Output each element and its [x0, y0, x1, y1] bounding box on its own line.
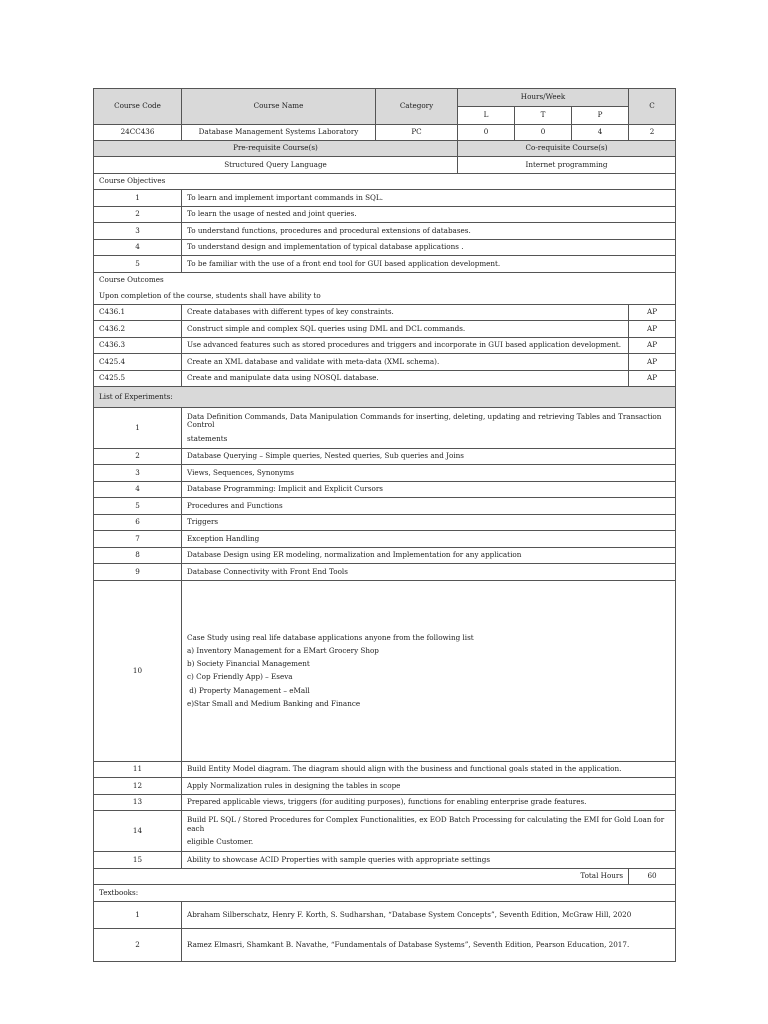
objective-text: To be familiar with the use of a front end tool for GUI based application development. [182, 256, 676, 273]
outcomes-intro: Upon completion of the course, students shall have ability to [94, 288, 676, 304]
outcome-text: Create and manipulate data using NOSQL database. [182, 370, 629, 387]
experiment-number: 10 [94, 580, 182, 761]
objective-number: 3 [94, 223, 182, 240]
outcomes-intro-row [94, 288, 676, 304]
textbook-text: Abraham Silberschatz, Henry F. Korth, S. Sudharshan, “Database System Concepts”, Seventh Edition, McGraw Hill, 2020 [182, 901, 676, 928]
outcome-text: Construct simple and complex SQL queries using DML and DCL commands. [182, 321, 629, 338]
experiment-number: 15 [94, 852, 182, 869]
experiment-row [94, 448, 676, 465]
experiment-text: Procedures and Functions [182, 498, 676, 515]
experiment-row [94, 514, 676, 531]
co-requisite-label: Co-requisite Course(s) [458, 141, 676, 157]
objective-number: 5 [94, 256, 182, 273]
experiment-text-line: eligible Customer. [187, 836, 254, 846]
experiment-number: 5 [94, 498, 182, 515]
experiment-text-line: Build PL SQL / Stored Procedures for Complex Functionalities, ex EOD Batch Processing for calculating the EMI for Gold Loan for each [187, 815, 665, 833]
experiment-text: Database Connectivity with Front End Tools [182, 564, 676, 581]
outcomes-title-row [94, 272, 676, 288]
experiment-text: Apply Normalization rules in designing the tables in scope [182, 778, 676, 795]
p-header: P [572, 107, 629, 125]
case-study-line: e)Star Small and Medium Banking and Finance [187, 698, 361, 708]
objective-row [94, 256, 676, 273]
experiment-case-study [182, 580, 676, 761]
co-requisite-value: Internet programming [458, 157, 676, 174]
course-c: 2 [629, 125, 676, 141]
experiment-number: 13 [94, 794, 182, 811]
experiment-text: Build Entity Model diagram. The diagram should align with the business and functional goals stated in the application. [182, 761, 676, 778]
textbook-text: Ramez Elmasri, Shamkant B. Navathe, “Fundamentals of Database Systems”, Seventh Edition, Pearson Education, 2017. [182, 928, 676, 961]
experiment-text: Database Querying – Simple queries, Nested queries, Sub queries and Joins [182, 448, 676, 465]
experiment-row [94, 778, 676, 795]
experiment-row [94, 498, 676, 515]
objective-text: To learn and implement important commands in SQL. [182, 190, 676, 207]
course-name: Database Management Systems Laboratory [182, 125, 376, 141]
case-study-line: c) Cop Friendly App) – Eseva [187, 672, 293, 682]
experiment-text [182, 408, 676, 449]
objective-number: 2 [94, 206, 182, 223]
outcome-level: AP [629, 304, 676, 321]
course-code: 24CC436 [94, 125, 182, 141]
outcome-text: Create an XML database and validate with meta-data (XML schema). [182, 354, 629, 371]
case-study-line: b) Society Financial Management [187, 659, 310, 669]
pre-requisite-label: Pre-requisite Course(s) [94, 141, 458, 157]
total-hours-row [94, 868, 676, 885]
experiment-text: Triggers [182, 514, 676, 531]
objective-text: To learn the usage of nested and joint queries. [182, 206, 676, 223]
outcome-level: AP [629, 321, 676, 338]
experiment-text: Ability to showcase ACID Properties with sample queries with appropriate settings [182, 852, 676, 869]
t-header: T [515, 107, 572, 125]
outcome-row [94, 354, 676, 371]
experiment-text: Database Design using ER modeling, normalization and Implementation for any application [182, 547, 676, 564]
course-l: 0 [458, 125, 515, 141]
experiment-number: 6 [94, 514, 182, 531]
outcome-row [94, 337, 676, 354]
experiment-row [94, 852, 676, 869]
outcome-code: C436.3 [94, 337, 182, 354]
course-p: 4 [572, 125, 629, 141]
course-t: 0 [515, 125, 572, 141]
course-name-header: Course Name [182, 89, 376, 125]
syllabus-table [93, 88, 676, 962]
total-hours-value: 60 [629, 868, 676, 885]
hours-week-header: Hours/Week [458, 89, 629, 107]
experiment-text-line: statements [187, 433, 228, 443]
requisite-label-row [94, 141, 676, 157]
outcome-row [94, 370, 676, 387]
case-study-line: Case Study using real life database applications anyone from the following list [187, 632, 474, 642]
experiment-row [94, 465, 676, 482]
experiment-number: 2 [94, 448, 182, 465]
experiment-row [94, 547, 676, 564]
outcome-row [94, 321, 676, 338]
credit-header: C [629, 89, 676, 125]
objective-number: 4 [94, 239, 182, 256]
case-study-line: d) Property Management – eMall [187, 685, 310, 695]
outcomes-title: Course Outcomes [94, 272, 676, 288]
experiment-row [94, 794, 676, 811]
course-code-header: Course Code [94, 89, 182, 125]
experiment-row [94, 531, 676, 548]
textbook-number: 2 [94, 928, 182, 961]
experiment-text: Views, Sequences, Synonyms [182, 465, 676, 482]
pre-requisite-value: Structured Query Language [94, 157, 458, 174]
outcome-code: C436.2 [94, 321, 182, 338]
outcome-code: C436.1 [94, 304, 182, 321]
experiment-row [94, 481, 676, 498]
experiment-number: 14 [94, 811, 182, 852]
objective-text: To understand design and implementation of typical database applications . [182, 239, 676, 256]
experiment-text-line: Data Definition Commands, Data Manipulation Commands for inserting, deleting, updating and retrieving Tables and Transaction Control [187, 412, 662, 430]
experiments-title-row [94, 387, 676, 408]
experiments-title: List of Experiments: [94, 387, 676, 408]
textbooks-title: Textbooks: [94, 885, 676, 902]
experiment-number: 11 [94, 761, 182, 778]
experiment-number: 12 [94, 778, 182, 795]
experiment-row [94, 580, 676, 761]
experiment-row [94, 761, 676, 778]
case-study-line: a) Inventory Management for a EMart Grocery Shop [187, 645, 379, 655]
objective-number: 1 [94, 190, 182, 207]
objective-text: To understand functions, procedures and procedural extensions of databases. [182, 223, 676, 240]
experiment-text: Prepared applicable views, triggers (for auditing purposes), functions for enabling enterprise grade features. [182, 794, 676, 811]
outcome-text: Create databases with different types of key constraints. [182, 304, 629, 321]
experiment-text: Exception Handling [182, 531, 676, 548]
objective-row [94, 223, 676, 240]
outcome-row [94, 304, 676, 321]
textbook-row [94, 928, 676, 961]
l-header: L [458, 107, 515, 125]
outcome-level: AP [629, 370, 676, 387]
category-header: Category [376, 89, 458, 125]
objective-row [94, 239, 676, 256]
objectives-title-row [94, 173, 676, 190]
experiment-row [94, 811, 676, 852]
experiment-number: 4 [94, 481, 182, 498]
textbook-number: 1 [94, 901, 182, 928]
textbook-row [94, 901, 676, 928]
objectives-title: Course Objectives [94, 173, 676, 190]
experiment-number: 7 [94, 531, 182, 548]
experiment-number: 1 [94, 408, 182, 449]
objective-row [94, 190, 676, 207]
course-row [94, 125, 676, 141]
experiment-text: Database Programming: Implicit and Explicit Cursors [182, 481, 676, 498]
outcome-code: C425.4 [94, 354, 182, 371]
experiment-number: 9 [94, 564, 182, 581]
textbooks-title-row [94, 885, 676, 902]
outcome-code: C425.5 [94, 370, 182, 387]
experiment-number: 3 [94, 465, 182, 482]
outcome-level: AP [629, 354, 676, 371]
course-category: PC [376, 125, 458, 141]
experiment-number: 8 [94, 547, 182, 564]
objective-row [94, 206, 676, 223]
experiment-row [94, 408, 676, 449]
experiment-text [182, 811, 676, 852]
header-row [94, 89, 676, 107]
outcome-level: AP [629, 337, 676, 354]
outcome-text: Use advanced features such as stored procedures and triggers and incorporate in GUI based application development. [182, 337, 629, 354]
experiment-row [94, 564, 676, 581]
total-hours-label: Total Hours [94, 868, 629, 885]
requisite-value-row [94, 157, 676, 174]
